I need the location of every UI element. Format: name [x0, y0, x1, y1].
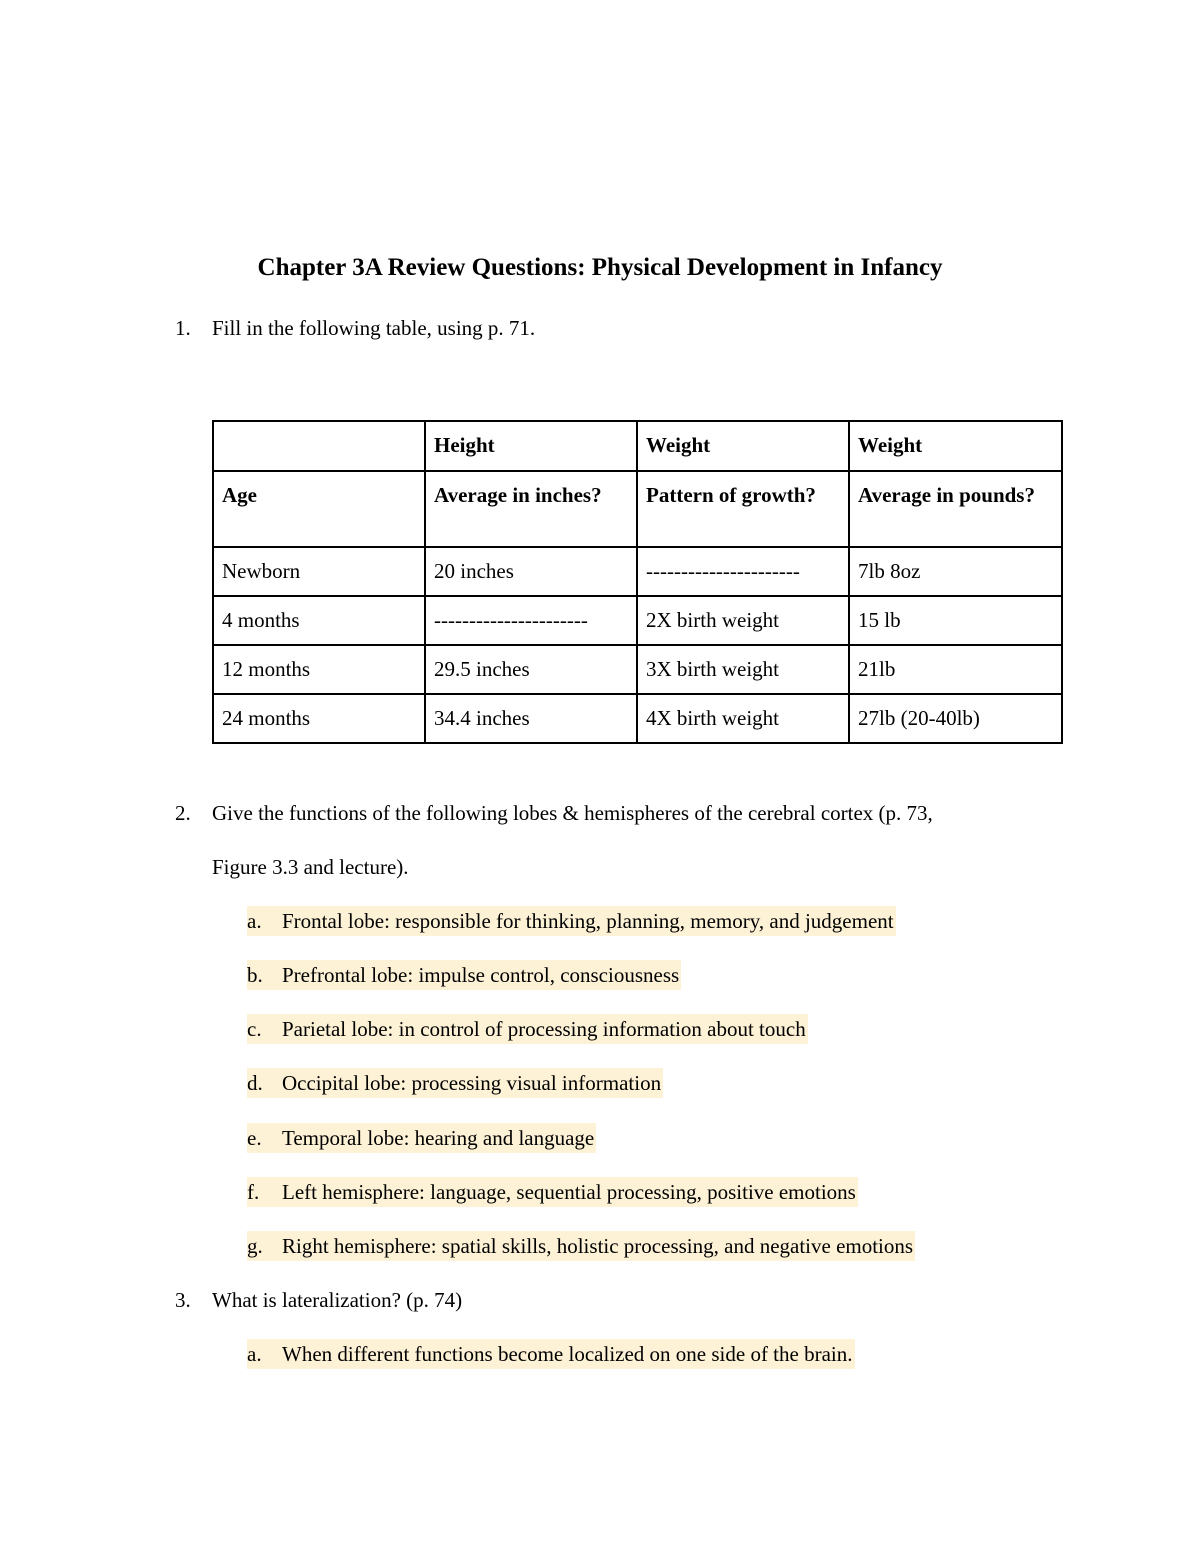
answer-letter: f. — [247, 1180, 260, 1204]
table-cell: 29.5 inches — [425, 645, 637, 694]
table-cell: 20 inches — [425, 547, 637, 596]
table-header-row — [213, 471, 1062, 547]
answer-letter: d. — [247, 1071, 263, 1095]
question-text: Give the functions of the following lobes & hemispheres of the cerebral cortex (p. 73, — [212, 801, 933, 825]
question-text: Figure 3.3 and lecture). — [212, 855, 409, 879]
table-row — [213, 547, 1062, 596]
answer-text: Right hemisphere: spatial skills, holistic processing, and negative emotions — [282, 1234, 914, 1258]
table-header-row — [213, 421, 1062, 471]
table-cell: 24 months — [213, 694, 425, 743]
answer-letter: b. — [247, 963, 263, 987]
growth-table — [212, 420, 1063, 744]
table-header-cell: Average in inches? — [425, 471, 637, 547]
table-header-cell: Average in pounds? — [849, 471, 1062, 547]
table-row — [213, 596, 1062, 645]
table-cell: 7lb 8oz — [849, 547, 1062, 596]
table-header-cell — [213, 421, 425, 471]
question-text: What is lateralization? (p. 74) — [212, 1288, 463, 1312]
question-text: Fill in the following table, using p. 71. — [212, 316, 536, 340]
answer-text: Temporal lobe: hearing and language — [282, 1126, 595, 1150]
table-cell: Newborn — [213, 547, 425, 596]
table-row — [213, 694, 1062, 743]
table-header-cell: Age — [213, 471, 425, 547]
table-header-cell: Weight — [849, 421, 1062, 471]
table-header-cell: Pattern of growth? — [637, 471, 849, 547]
answer-letter: g. — [247, 1234, 263, 1258]
table-cell: 15 lb — [849, 596, 1062, 645]
question-number: 3. — [175, 1288, 191, 1312]
answer-letter: a. — [247, 909, 262, 933]
table-header-cell: Weight — [637, 421, 849, 471]
answer-text: Occipital lobe: processing visual information — [282, 1071, 662, 1095]
table-cell: 21lb — [849, 645, 1062, 694]
table-cell: 4 months — [213, 596, 425, 645]
answer-text: Parietal lobe: in control of processing information about touch — [282, 1017, 806, 1041]
answer-letter: e. — [247, 1126, 262, 1150]
page-title: Chapter 3A Review Questions: Physical Development in Infancy — [257, 254, 943, 281]
table-cell: 2X birth weight — [637, 596, 849, 645]
answer-letter: c. — [247, 1017, 262, 1041]
table-cell: ---------------------- — [425, 596, 637, 645]
table-cell: 27lb (20-40lb) — [849, 694, 1062, 743]
table-row — [213, 645, 1062, 694]
table-header-cell: Height — [425, 421, 637, 471]
answer-text: Prefrontal lobe: impulse control, consciousness — [282, 963, 680, 987]
table-cell: 3X birth weight — [637, 645, 849, 694]
table-cell: ---------------------- — [637, 547, 849, 596]
answer-text: Frontal lobe: responsible for thinking, planning, memory, and judgement — [282, 909, 894, 933]
table-cell: 34.4 inches — [425, 694, 637, 743]
question-number: 1. — [175, 316, 191, 340]
question-number: 2. — [175, 801, 191, 825]
table-cell: 4X birth weight — [637, 694, 849, 743]
table-cell: 12 months — [213, 645, 425, 694]
answer-text: When different functions become localized on one side of the brain. — [282, 1342, 853, 1366]
answer-text: Left hemisphere: language, sequential processing, positive emotions — [282, 1180, 856, 1204]
answer-letter: a. — [247, 1342, 262, 1366]
